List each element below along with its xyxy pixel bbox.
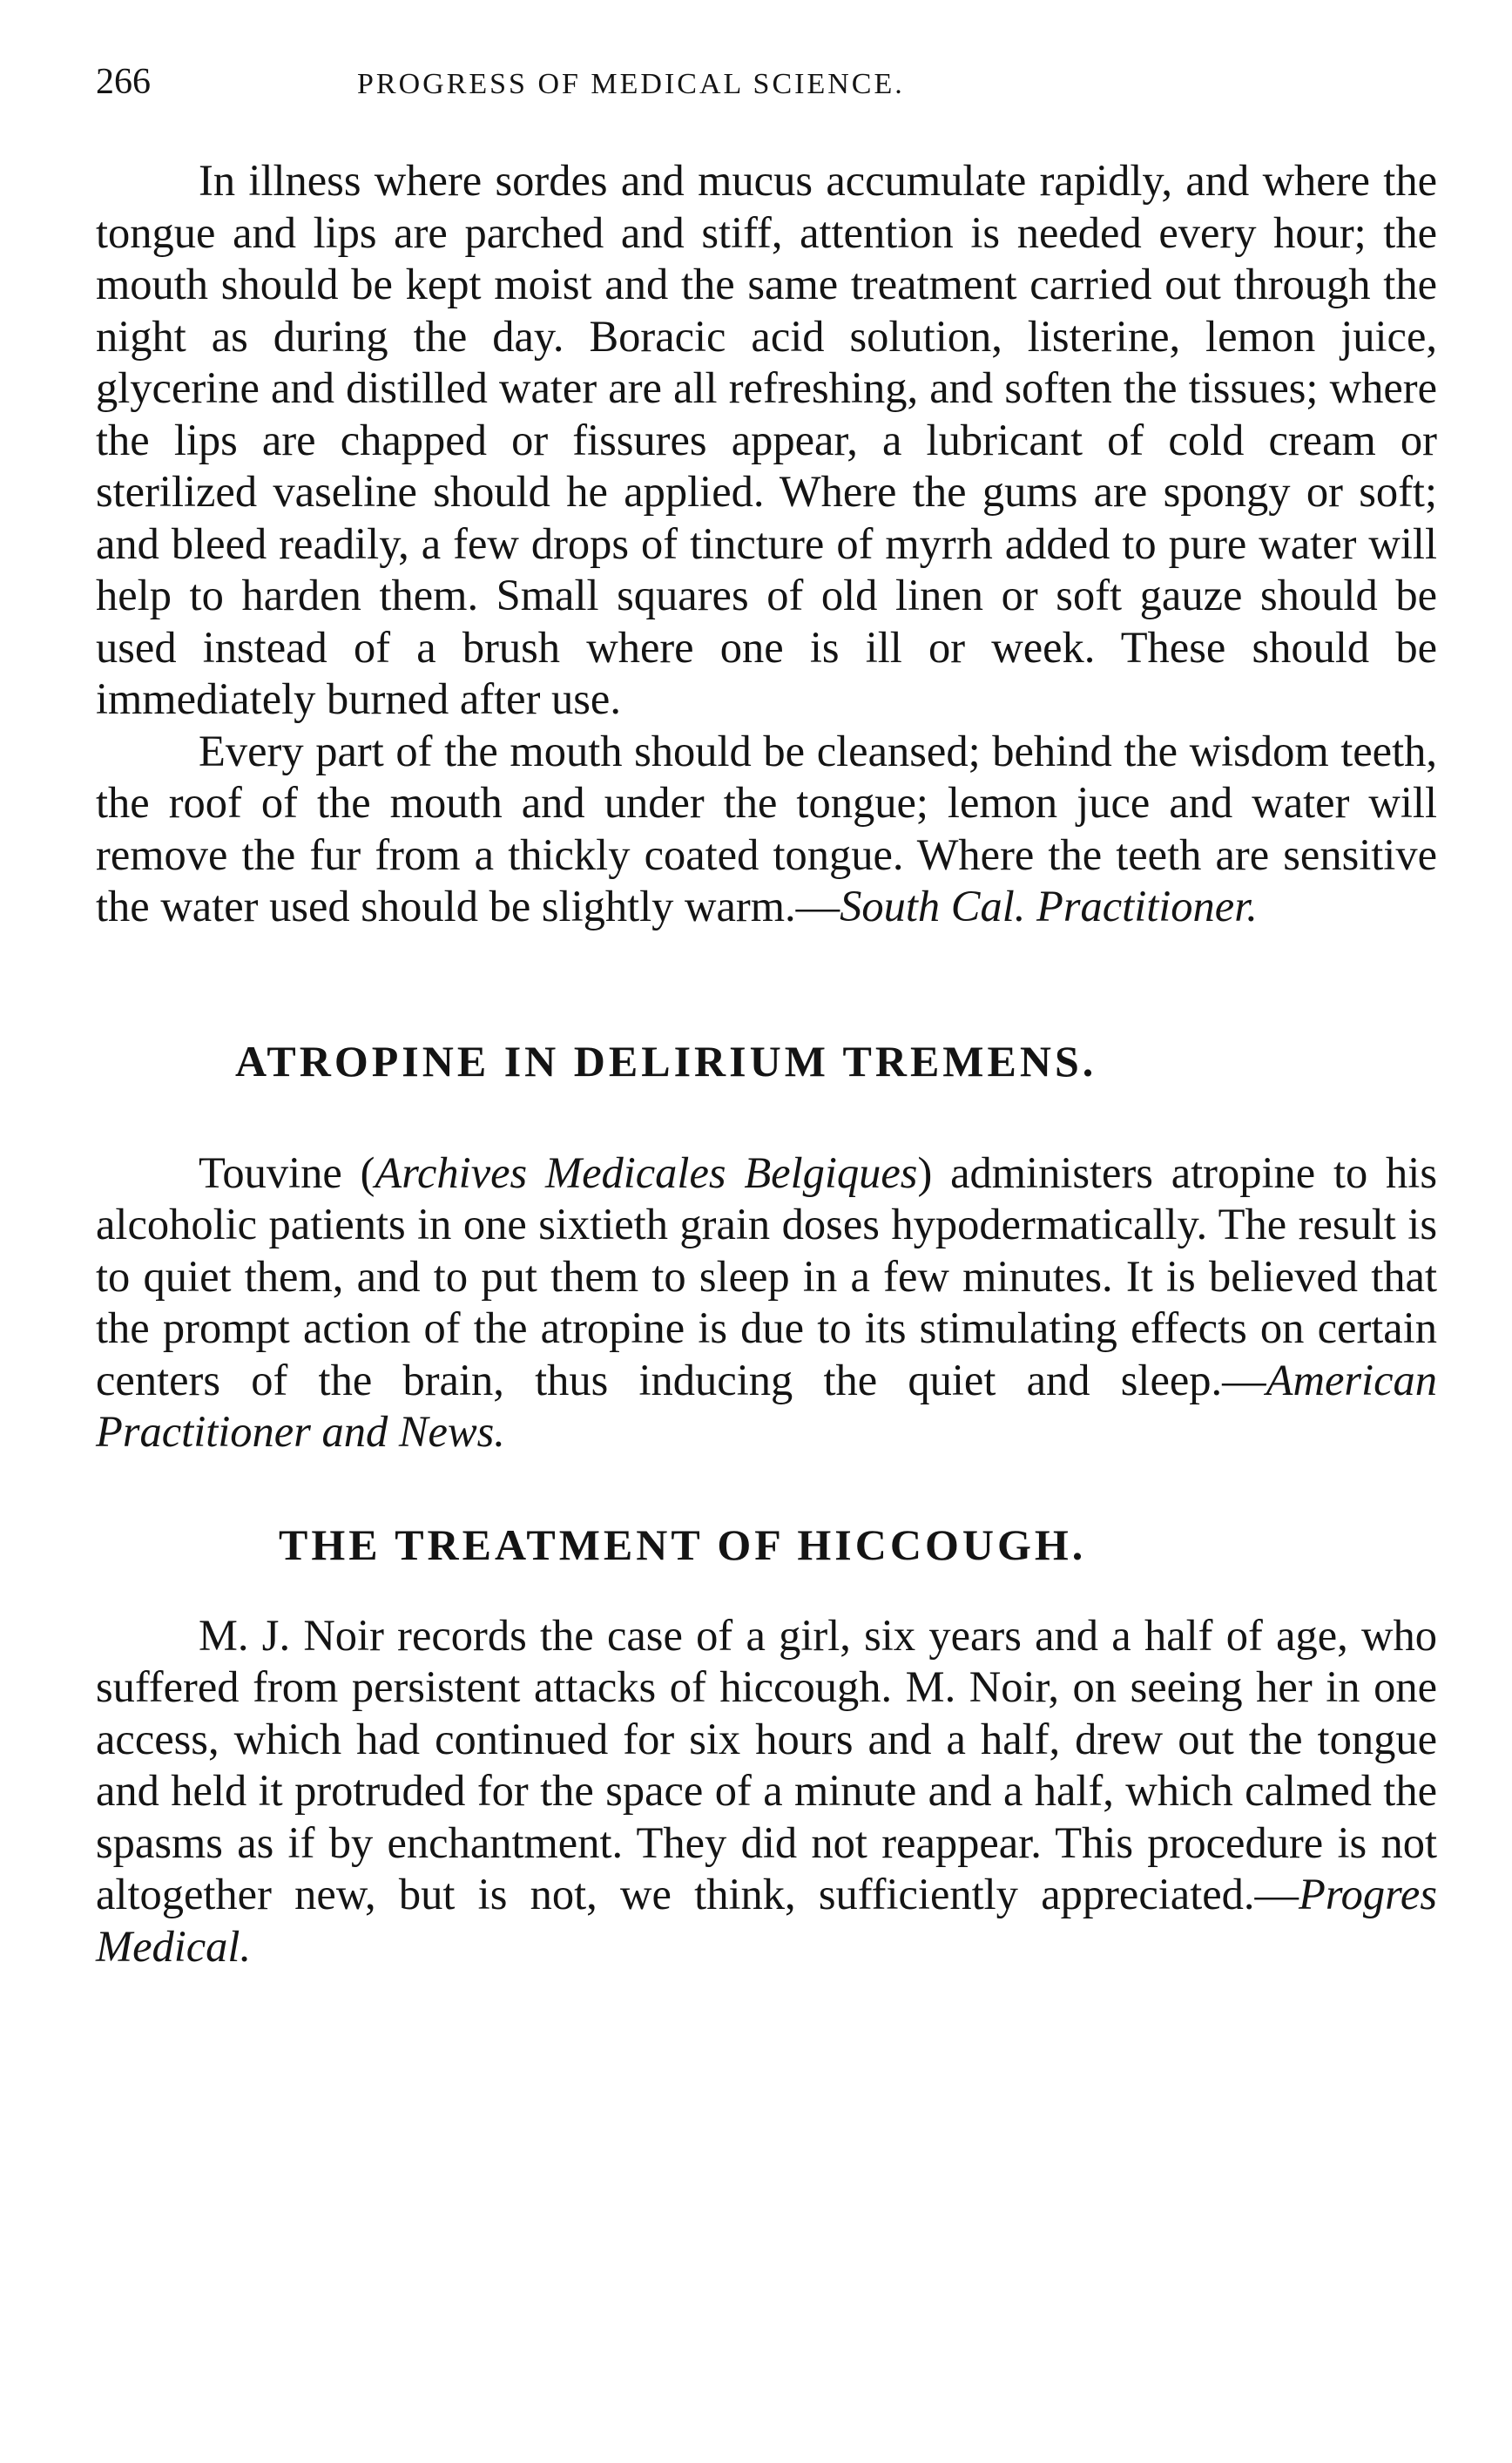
running-head [96,61,1437,113]
page-number: 266 [96,62,151,102]
paragraph-atropine-lead: Touvine ( [199,1147,375,1197]
section-heading-hiccough: THE TREATMENT OF HICCOUGH. [279,1519,1087,1569]
journal-name: Archives Medicales Belgiques [375,1147,918,1197]
paragraph-cleansing [96,726,1437,933]
paragraph-oral-care: In illness where sordes and mucus accumulate rapidly, and where the tongue and lips are parched and stiff, attention is needed every hour; the mouth should be kept moist and the same treatment carried out through the night as during the day. Boracic acid solution, listerine, lemon juice, glycerine and distilled water are all refreshing, and soften the tissues; where the lips are chapped or fissures appear, a lubricant of cold cream or sterilized vaseline should he applied. Where the gums are spongy or soft; and bleed readily, a few drops of tincture of myrrh added to pure water will help to harden them. Small squares of old linen or soft gauze should be used instead of a brush where one is ill or week. These should be immediately burned after use. [96,156,1437,723]
source-citation: South Cal. Practitioner. [840,882,1258,930]
paragraph-atropine [96,1147,1437,1458]
section-heading-atropine: ATROPINE IN DELIRIUM TREMENS. [235,1036,1097,1086]
paragraph-cleansing-text: Every part of the mouth should be cleansed; behind the wisdom teeth, the roof of the mouth and under the tongue; lemon juce and water will remove the fur from a thickly coated tongue. Where the teeth are sensitive the water used should be slightly warm.— [96,726,1437,930]
running-title: PROGRESS OF MEDICAL SCIENCE. [357,68,905,100]
source-citation: Progres Medical. [96,1870,1437,1971]
paragraph-atropine-body: ) administers atropine to his alcoholic patients in one sixtieth grain doses hypodermatically. The result is to quiet them, and to put them to sleep in a few minutes. It is believed that the prompt action of the atropine is due to its stimulating effects on certain centers of the brain, thus inducing the quiet and sleep.— [96,1147,1437,1404]
paragraph-hiccough-body: M. J. Noir records the case of a girl, six years and a half of age, who suffered from persistent attacks of hiccough. M. Noir, on seeing her in one access, which had continued for six hours and a half, drew out the tongue and held it protruded for the space of a minute and a half, which calmed the spasms as if by enchantment. They did not reappear. This procedure is not altogether new, but is not, we think, sufficiently appreciated.— [96,1610,1437,1918]
source-citation: American Practitioner and News. [96,1355,1437,1456]
paragraph-hiccough [96,1610,1437,1973]
document-page [96,61,1437,1972]
